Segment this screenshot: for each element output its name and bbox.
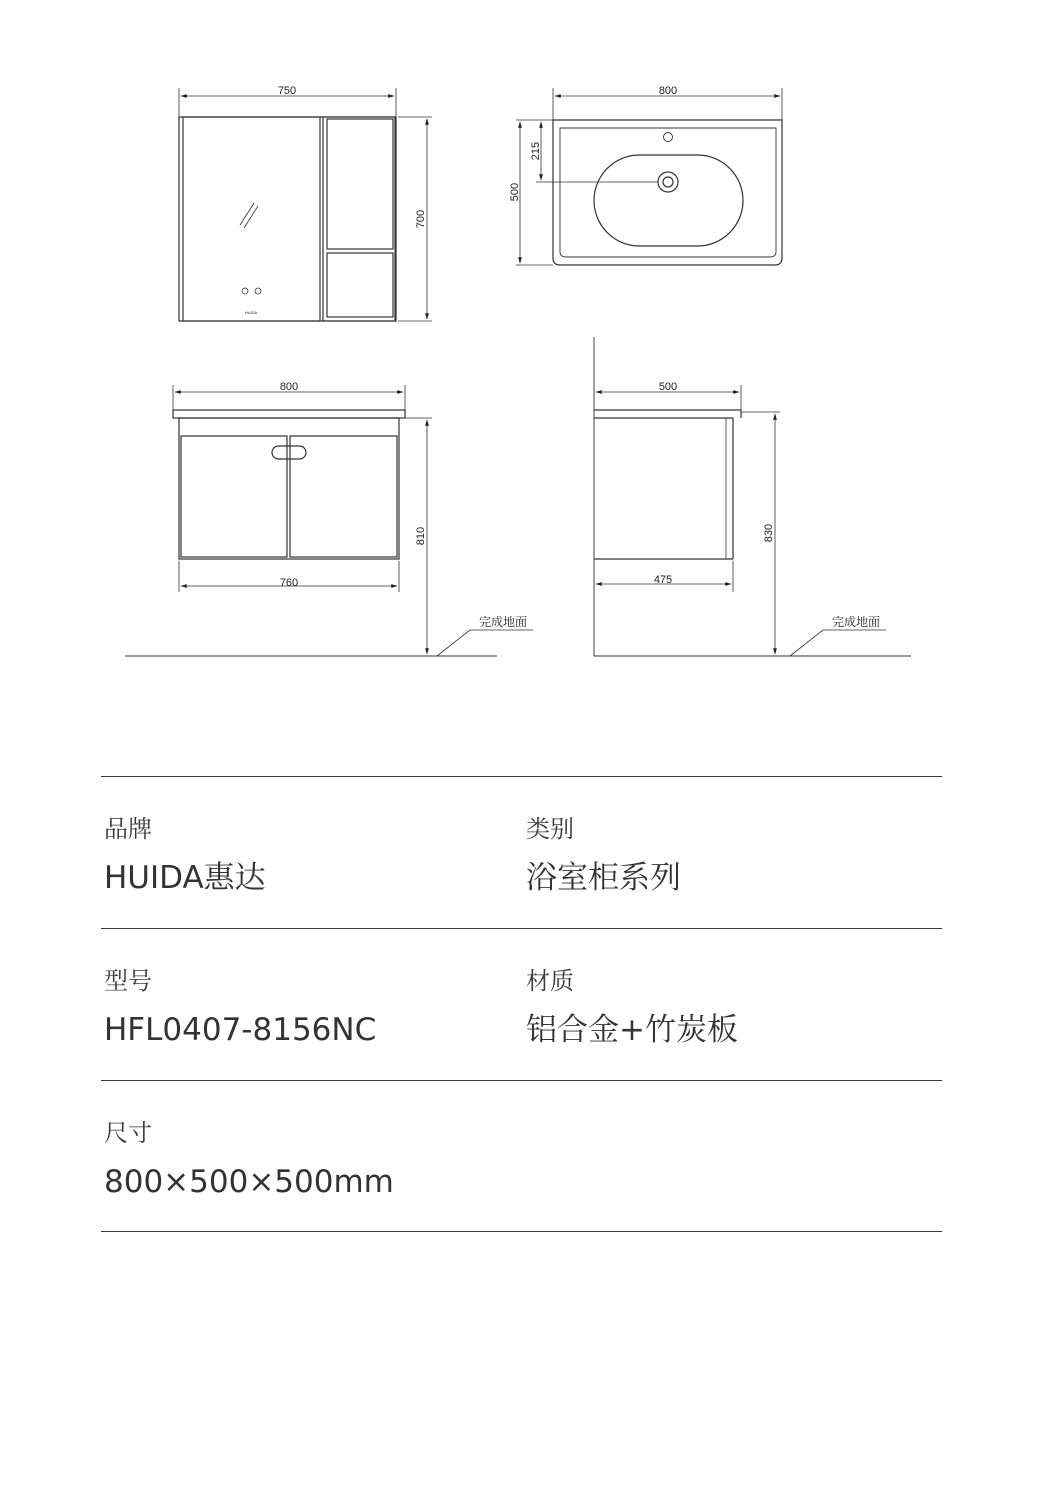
front-cabinet-width-label: 760: [279, 577, 299, 589]
mirror-logo: HUIDA: [244, 310, 258, 315]
technical-drawing: [0, 0, 1042, 700]
spec-material: [526, 967, 738, 1049]
spec-label: 材质: [526, 967, 574, 995]
spec-value: 铝合金+竹炭板: [526, 1012, 738, 1048]
spec-value: 800×500×500mm: [104, 1164, 394, 1200]
front-top-width-label: 800: [279, 381, 299, 393]
basin-drain-offset-label: 215: [530, 141, 542, 161]
basin-top-drawing: [516, 88, 782, 265]
spec-table: [101, 776, 942, 1232]
side-top-depth-label: 500: [658, 381, 678, 393]
spec-model: [104, 967, 376, 1049]
spec-label: 品牌: [104, 815, 152, 843]
spec-category: [526, 815, 681, 897]
spec-brand: [104, 815, 266, 897]
spec-label: 型号: [104, 967, 152, 995]
mirror-height-label: 700: [415, 209, 427, 229]
spec-row: [101, 1080, 942, 1232]
spec-value: HFL0407-8156NC: [104, 1012, 377, 1048]
front-height-label: 810: [415, 526, 427, 546]
spec-row: [101, 928, 942, 1080]
spec-size: [104, 1119, 394, 1201]
side-floor-label: 完成地面: [831, 615, 881, 629]
front-view-drawing: [125, 385, 533, 656]
spec-label: 类别: [526, 815, 574, 843]
mirror-width-label: 750: [277, 85, 297, 97]
side-view-drawing: [594, 337, 911, 656]
front-floor-label: 完成地面: [478, 615, 528, 629]
basin-depth-label: 500: [509, 182, 521, 202]
basin-width-label: 800: [658, 85, 678, 97]
spec-label: 尺寸: [104, 1119, 152, 1147]
spec-value: 浴室柜系列: [526, 860, 681, 896]
spec-row: [101, 776, 942, 928]
side-cabinet-depth-label: 475: [653, 574, 673, 586]
mirror-cabinet-drawing: [179, 88, 432, 321]
spec-value: HUIDA惠达: [104, 860, 266, 896]
side-height-label: 830: [763, 523, 775, 543]
